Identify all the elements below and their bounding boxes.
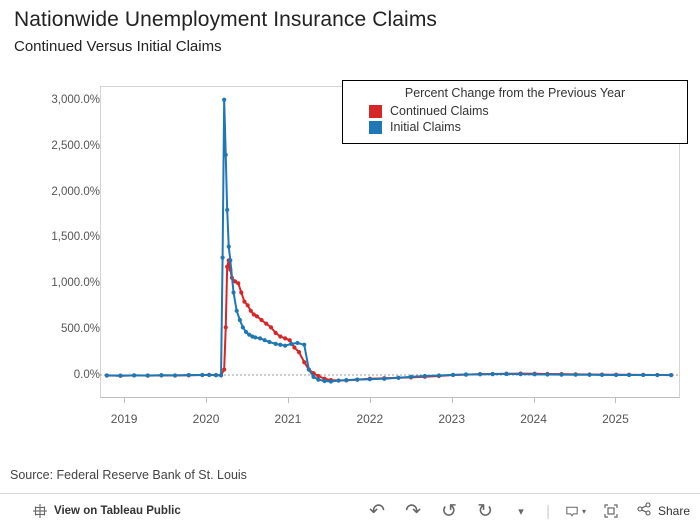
series-point xyxy=(222,367,226,371)
series-point xyxy=(614,373,618,377)
download-caret-icon: ▾ xyxy=(581,506,586,516)
y-axis xyxy=(0,86,100,398)
x-axis-tick-label: 2019 xyxy=(110,412,138,426)
share-label: Share xyxy=(657,504,690,518)
series-point xyxy=(269,325,273,329)
series-point xyxy=(278,334,282,338)
series-point xyxy=(344,378,348,382)
series-point xyxy=(545,372,549,376)
series-point xyxy=(322,379,326,383)
series-point xyxy=(533,372,537,376)
fullscreen-icon[interactable] xyxy=(600,500,622,522)
x-axis-tick-label: 2020 xyxy=(192,412,220,426)
series-point xyxy=(559,373,563,377)
series-point xyxy=(288,338,292,342)
series-point xyxy=(587,373,591,377)
x-axis-tick-mark xyxy=(370,398,371,403)
series-point xyxy=(283,336,287,340)
series-point xyxy=(173,373,177,377)
series-point xyxy=(669,373,673,377)
legend-label-continued: Continued Claims xyxy=(390,104,489,118)
series-point xyxy=(478,372,482,376)
series-point xyxy=(231,290,235,294)
series-point xyxy=(246,303,250,307)
series-point xyxy=(253,335,257,339)
series-point xyxy=(355,378,359,382)
series-point xyxy=(222,98,226,102)
chart-legend xyxy=(342,80,688,144)
series-point xyxy=(132,373,136,377)
tableau-logo-icon xyxy=(32,503,48,519)
y-axis-tick-label: 3,000.0% xyxy=(51,93,100,106)
legend-item-initial-claims[interactable] xyxy=(369,120,679,134)
x-axis-tick-label: 2024 xyxy=(520,412,547,426)
x-axis-tick-mark xyxy=(452,398,453,403)
series-point xyxy=(368,377,372,381)
series-point xyxy=(241,325,245,329)
x-axis-tick-mark xyxy=(615,398,616,403)
series-point xyxy=(118,374,122,378)
series-point xyxy=(437,373,441,377)
y-axis-tick-label: 1,000.0% xyxy=(51,277,100,290)
series-point xyxy=(316,374,320,378)
series-point xyxy=(259,318,263,322)
series-point xyxy=(227,244,231,248)
series-point xyxy=(464,372,468,376)
y-axis-tick-label: 2,000.0% xyxy=(51,185,100,198)
series-point xyxy=(235,309,239,313)
series-point xyxy=(278,343,282,347)
series-point xyxy=(159,373,163,377)
toolbar-separator: | xyxy=(546,502,550,520)
pause-icon[interactable]: ▾ xyxy=(518,505,524,518)
series-point xyxy=(316,378,320,382)
series-point xyxy=(244,330,248,334)
series-point xyxy=(396,376,400,380)
x-axis-tick-label: 2021 xyxy=(274,412,302,426)
series-point xyxy=(641,373,645,377)
series-point xyxy=(274,342,278,346)
source-note: Source: Federal Reserve Bank of St. Louis xyxy=(10,468,247,482)
series-point xyxy=(451,373,455,377)
series-point xyxy=(263,338,267,342)
series-point xyxy=(207,373,211,377)
legend-item-continued-claims[interactable] xyxy=(369,104,679,118)
series-line xyxy=(107,260,671,380)
series-point xyxy=(225,265,229,269)
revert-icon[interactable]: ↺ xyxy=(441,500,458,522)
series-point xyxy=(238,318,242,322)
refresh-icon[interactable]: ↻ xyxy=(477,500,494,522)
share-button[interactable] xyxy=(636,501,690,522)
series-point xyxy=(239,290,243,294)
series-point xyxy=(225,208,229,212)
series-point xyxy=(274,331,278,335)
series-point xyxy=(219,373,223,377)
legend-label-initial: Initial Claims xyxy=(390,120,461,134)
redo-icon[interactable]: ↷ xyxy=(405,500,422,522)
series-point xyxy=(574,373,578,377)
series-point xyxy=(221,256,225,260)
download-icon[interactable] xyxy=(564,500,586,522)
y-axis-tick-label: 0.0% xyxy=(73,369,100,382)
series-point xyxy=(228,258,232,262)
series-point xyxy=(292,345,296,349)
series-point xyxy=(289,342,293,346)
series-point xyxy=(214,373,218,377)
view-on-tableau-public-button[interactable] xyxy=(32,494,181,528)
series-point xyxy=(264,322,268,326)
series-point xyxy=(146,373,150,377)
y-axis-tick-label: 1,500.0% xyxy=(51,231,100,244)
series-point xyxy=(423,374,427,378)
series-point xyxy=(297,350,301,354)
series-point xyxy=(311,375,315,379)
series-point xyxy=(307,367,311,371)
page-title: Nationwide Unemployment Insurance Claims xyxy=(14,8,438,31)
share-icon xyxy=(636,501,652,522)
legend-title: Percent Change from the Previous Year xyxy=(404,86,626,100)
series-point xyxy=(255,314,259,318)
series-point xyxy=(302,343,306,347)
y-axis-tick-label: 500.0% xyxy=(60,323,100,336)
x-axis xyxy=(100,398,680,438)
bottom-toolbar xyxy=(0,493,700,527)
view-on-tableau-public-label: View on Tableau Public xyxy=(54,505,181,517)
x-axis-tick-label: 2022 xyxy=(356,412,384,426)
series-point xyxy=(409,375,413,379)
x-axis-tick-mark xyxy=(534,398,535,403)
series-point xyxy=(504,372,508,376)
series-point xyxy=(302,360,306,364)
series-point xyxy=(382,377,386,381)
series-point xyxy=(249,309,253,313)
series-point xyxy=(283,344,287,348)
series-point xyxy=(267,340,271,344)
series-point xyxy=(105,373,109,377)
y-axis-tick-label: 2,500.0% xyxy=(51,139,100,152)
series-point xyxy=(258,336,262,340)
series-point xyxy=(329,379,333,383)
series-point xyxy=(236,281,240,285)
x-axis-tick-label: 2025 xyxy=(602,412,629,426)
page-subtitle: Continued Versus Initial Claims xyxy=(14,38,222,55)
legend-swatch-initial xyxy=(369,121,382,134)
x-axis-tick-label: 2023 xyxy=(438,412,466,426)
series-point xyxy=(295,341,299,345)
undo-icon[interactable]: ↶ xyxy=(369,500,386,522)
series-point xyxy=(600,373,604,377)
series-point xyxy=(200,373,204,377)
x-axis-tick-mark xyxy=(124,398,125,403)
series-point xyxy=(655,373,659,377)
series-point xyxy=(337,378,341,382)
x-axis-tick-mark xyxy=(288,398,289,403)
series-point xyxy=(187,373,191,377)
series-point xyxy=(518,372,522,376)
series-point xyxy=(224,325,228,329)
legend-swatch-continued xyxy=(369,105,382,118)
series-point xyxy=(242,300,246,304)
x-axis-tick-mark xyxy=(206,398,207,403)
series-point xyxy=(224,153,228,157)
series-point xyxy=(627,373,631,377)
toolbar-actions xyxy=(366,494,690,528)
series-point xyxy=(491,372,495,376)
